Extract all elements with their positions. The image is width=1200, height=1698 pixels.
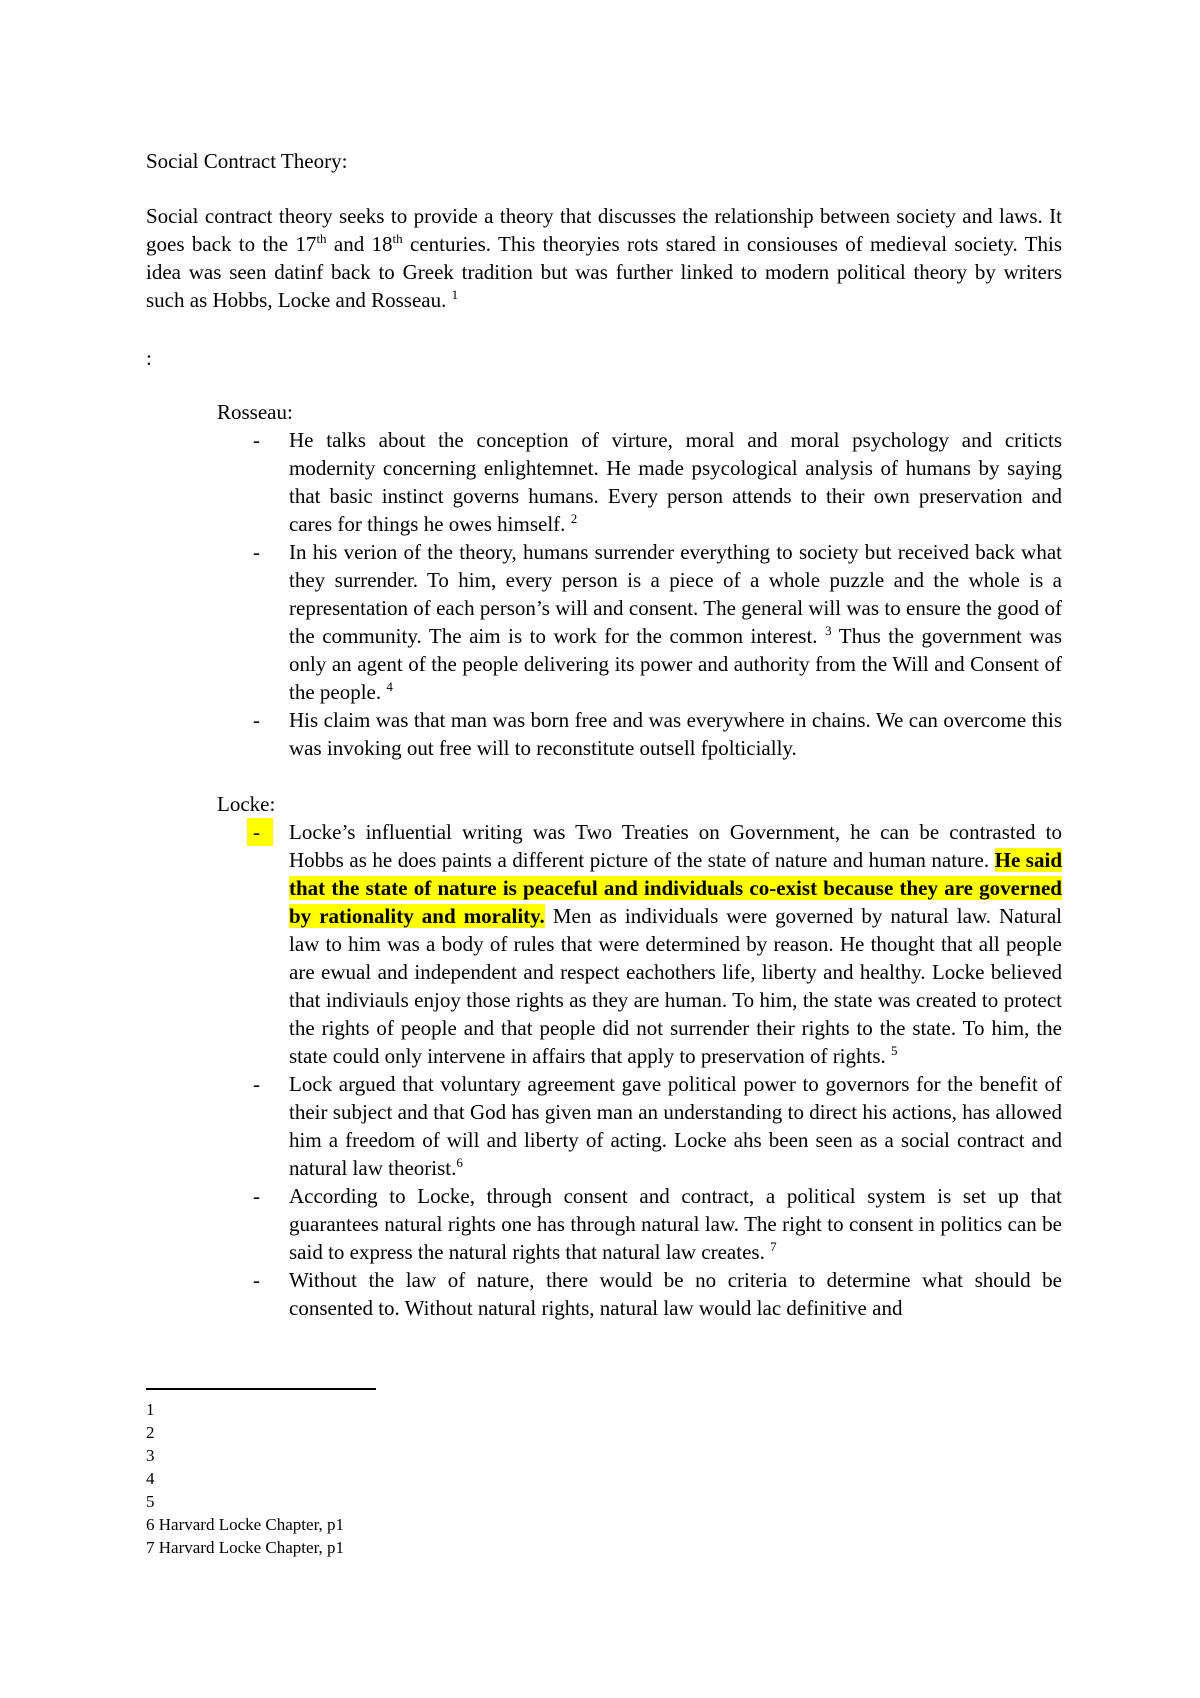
- footnote-ref: 5: [891, 1043, 898, 1058]
- footnote: 2: [146, 1423, 155, 1442]
- bullet-dash: -: [253, 1184, 260, 1208]
- intro-paragraph: [146, 202, 1062, 314]
- footnote: 6 Harvard Locke Chapter, p1: [146, 1515, 345, 1534]
- bullet-dash: -: [253, 1072, 260, 1096]
- section-heading: Locke:: [217, 792, 276, 816]
- rosseau-bullet-list: [217, 426, 1062, 762]
- intro-text-2: and 18: [326, 232, 393, 256]
- footnote-ref: 7: [770, 1239, 777, 1254]
- footnote: 5: [146, 1492, 155, 1511]
- bullet-dash: -: [253, 428, 260, 452]
- list-item: [217, 1266, 1062, 1322]
- bullet-text: Thus the government was only an agent of the people delivering its power and authority from the Will and Consent of the people.: [289, 624, 1062, 704]
- superscript: th: [316, 231, 327, 246]
- bullet-text: In his verion of the theory, humans surrender everything to society but received back what they surrender. To him, every person is a piece of a whole puzzle and the whole is a representation of each person’s will and consent. The general will was to ensure the good of the community. The aim is to work for the common interest.: [289, 540, 1062, 648]
- intro-text-1: Social contract theory seeks to provide a theory that discusses the relationship between society and laws. It goes back to the 17: [146, 204, 1062, 256]
- footnote-ref: 1: [451, 287, 459, 302]
- bullet-text: Men as individuals were governed by natural law. Natural law to him was a body of rules that were determined by reason. He thought that all people are ewual and independent and respect eachothers life, liberty and healthy. Locke believed that indiviauls enjoy those rights as they are human. To him, the state was created to protect the rights of people and that people did not surrender their rights to the state. To him, the state could only intervene in affairs that apply to preservation of rights.: [289, 904, 1062, 1068]
- list-item: [217, 1070, 1062, 1182]
- locke-section: [217, 790, 1062, 1322]
- bullet-dash: -: [253, 1268, 260, 1292]
- document-title: Social Contract Theory:: [146, 149, 348, 173]
- footnote: 3: [146, 1446, 155, 1465]
- list-item: [217, 426, 1062, 538]
- rosseau-section: [217, 398, 1062, 762]
- intro-text-3: centuries. This theoryies rots stared in consiouses of medieval society. This idea was seen datinf back to Greek tradition but was further linked to modern political theory by writers such as Hobbs, Locke and Rosseau.: [146, 232, 1063, 312]
- bullet-text: Lock argued that voluntary agreement gave political power to governors for the benefit of their subject and that God has given man an understanding to direct his actions, has allowed him a freedom of will and liberty of acting. Locke ahs been seen as a social contract and natural law theorist.: [289, 1072, 1062, 1180]
- bullet-text: Locke’s influential writing was Two Treaties on Government, he can be contrasted to Hobbs as he does paints a different picture of the state of nature and human nature.: [289, 820, 1062, 872]
- footnote-ref: 4: [386, 679, 393, 694]
- list-item: [217, 538, 1062, 706]
- bullet-text: According to Locke, through consent and contract, a political system is set up that guarantees natural rights one has through natural law. The right to consent in politics can be said to express the natural rights that natural law creates.: [289, 1184, 1062, 1264]
- bullet-text: He talks about the conception of virture, moral and moral psychology and criticts modernity concerning enlightemnet. He made psycological analysis of humans by saying that basic instinct governs humans. Every person attends to their own preservation and cares for things he owes himself.: [289, 428, 1062, 536]
- bullet-text: Without the law of nature, there would be no criteria to determine what should be consented to. Without natural rights, natural law would lac definitive and: [289, 1268, 1062, 1320]
- list-item: [217, 1182, 1062, 1266]
- bullet-dash: -: [253, 540, 260, 564]
- bullet-dash: -: [247, 818, 273, 846]
- bullet-text: His claim was that man was born free and was everywhere in chains. We can overcome this was invoking out free will to reconstitute outsell fpolticially.: [289, 708, 1062, 760]
- footnote-ref: 2: [570, 511, 578, 526]
- section-heading: Rosseau:: [217, 400, 293, 424]
- footnote-separator: [146, 1388, 376, 1390]
- superscript: th: [392, 231, 403, 246]
- footnote-ref: 3: [825, 623, 832, 638]
- footnote: 1: [146, 1400, 155, 1419]
- bullet-dash: -: [253, 708, 260, 732]
- stray-mark: :: [146, 346, 152, 370]
- footnote: 7 Harvard Locke Chapter, p1: [146, 1538, 345, 1557]
- footnote-list: [146, 1398, 344, 1559]
- list-item: [217, 818, 1062, 1070]
- list-item: [217, 706, 1062, 762]
- locke-bullet-list: [217, 818, 1062, 1322]
- highlighted-text: He said that the state of nature is peaceful and individuals co-exist because they are governed by rationality and morality.: [289, 848, 1062, 928]
- footnote-ref: 6: [456, 1155, 463, 1170]
- footnote: 4: [146, 1469, 155, 1488]
